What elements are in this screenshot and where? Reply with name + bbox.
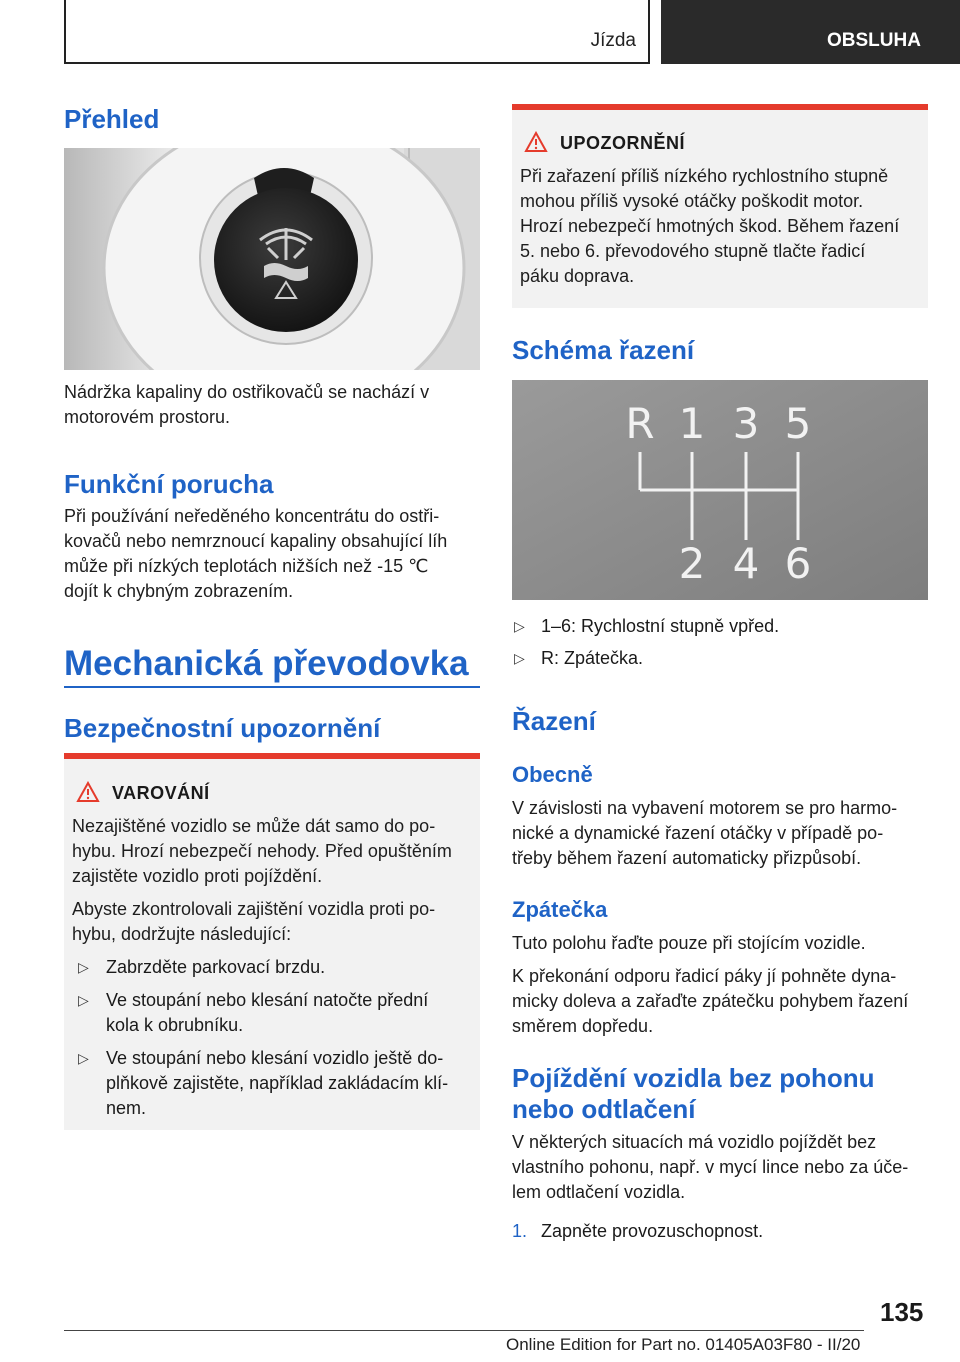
reverse-text1-line-1: Tuto polohu řaďte pouze při stojícím vozidle. (512, 933, 866, 953)
warning-text2-line-1: Abyste zkontrolovali zajištění vozidla proti po- (72, 899, 436, 919)
caution-text-line-4: 5. nebo 6. převodového stupně tlačte řadicí (520, 241, 866, 261)
shift-pattern-diagram (512, 380, 928, 600)
gearbox-heading-rule (64, 686, 480, 688)
triangle-bullet-icon: ▷ (78, 992, 89, 1008)
warning-box (64, 753, 480, 1130)
general-text-line-2: nické a dynamické řazení otáčky v případě po- (512, 823, 884, 843)
step-number: 1. (512, 1221, 528, 1241)
footer-rule (64, 1330, 864, 1331)
edition-note: Online Edition for Part no. 01405A03F80 - II/20 (506, 1335, 861, 1354)
malfunction-text-line-3: může při nízkých teplotách nižších než -15 ℃ (64, 556, 429, 576)
shift-pattern-image (512, 380, 928, 600)
list-item-text: nem. (106, 1098, 147, 1118)
overview-heading: Přehled (64, 104, 160, 134)
warning-icon (76, 781, 100, 803)
header-chapter-tab (661, 0, 960, 64)
safety-heading: Bezpečnostní upozornění (64, 713, 381, 743)
general-text-line-3: třeby během řazení automaticky přizpůsobí. (512, 848, 862, 868)
towing-text-line-1: V některých situacích má vozidlo pojíždět bez (512, 1132, 877, 1152)
warning-text2-line-2: hybu, dodržujte následující: (72, 924, 292, 944)
reverse-text2-line-1: K překonání odporu řadicí páky jí pohněte dyna- (512, 966, 897, 986)
step-text: Zapněte provozuschopnost. (541, 1221, 764, 1241)
list-item (78, 1046, 474, 1121)
caution-icon (524, 131, 548, 153)
shifting-heading: Řazení (512, 706, 596, 736)
list-item (512, 1219, 928, 1244)
caution-text-line-5: páku doprava. (520, 266, 635, 286)
warning-text1-line-3: zajistěte vozidlo proti pojíždění. (72, 866, 323, 886)
caution-text-line-3: Hrozí nebezpečí hmotných škod. Během řazení (520, 216, 900, 236)
list-item-text: kola k obrubníku. (106, 1015, 244, 1035)
list-item (78, 988, 474, 1038)
list-item-text: Ve stoupání nebo klesání natočte přední (106, 990, 429, 1010)
reverse-heading: Zpátečka (512, 897, 608, 922)
list-item (512, 614, 928, 639)
gear-label-6: 6 (784, 539, 812, 588)
towing-text-line-2: vlastního pohonu, např. v mycí lince nebo za úče- (512, 1157, 909, 1177)
malfunction-text-line-1: Při používání neředěného koncentrátu do ostři- (64, 506, 440, 526)
towing-heading-line-1: Pojíždění vozidla bez pohonu (512, 1063, 875, 1093)
warning-text1-line-1: Nezajištěné vozidlo se může dát samo do po- (72, 816, 436, 836)
warning-box-bar (64, 753, 480, 759)
gear-label-3: 3 (732, 399, 760, 448)
malfunction-heading: Funkční porucha (64, 469, 274, 499)
header-section-box (64, 0, 650, 64)
triangle-bullet-icon: ▷ (78, 1050, 89, 1066)
overview-caption-line-1: Nádržka kapaliny do ostřikovačů se nachází v (64, 382, 430, 402)
general-text-line-1: V závislosti na vybavení motorem se pro harmo- (512, 798, 898, 818)
malfunction-text-line-4: dojít k chybným zobrazením. (64, 581, 294, 601)
gear-label-5: 5 (784, 399, 812, 448)
list-item-text: Zabrzděte parkovací brzdu. (106, 957, 326, 977)
reverse-text2-line-3: směrem dopředu. (512, 1016, 654, 1036)
scheme-heading: Schéma řazení (512, 335, 695, 365)
triangle-bullet-icon: ▷ (514, 618, 525, 634)
malfunction-text-line-2: kovačů nebo nemrznoucí kapaliny obsahující líh (64, 531, 448, 551)
reverse-text2-line-2: micky doleva a zařaďte zpátečku pohybem řazení (512, 991, 909, 1011)
gear-label-R: R (625, 399, 655, 448)
warning-text1-line-2: hybu. Hrozí nebezpečí nehody. Před opuštěním (72, 841, 452, 861)
page-number: 135 (880, 1297, 924, 1327)
towing-text-line-3: lem odtlačení vozidla. (512, 1182, 686, 1202)
caution-box (512, 104, 928, 308)
overview-caption-line-2: motorovém prostoru. (64, 407, 231, 427)
caution-label: UPOZORNĚNÍ (560, 133, 686, 153)
triangle-bullet-icon: ▷ (514, 650, 525, 666)
gearbox-heading: Mechanická převodovka (64, 644, 469, 683)
washer-reservoir-image (64, 148, 480, 370)
list-item (512, 646, 928, 671)
header-chapter-title: OBSLUHA (827, 30, 921, 51)
washer-cap-illustration (64, 148, 480, 370)
caution-text-line-1: Při zařazení příliš nízkého rychlostního stupně (520, 166, 889, 186)
legend-reverse-gear: R: Zpátečka. (541, 648, 644, 668)
general-heading: Obecně (512, 762, 593, 787)
gear-label-2: 2 (678, 539, 706, 588)
towing-heading-line-2: nebo odtlačení (512, 1094, 696, 1124)
header-section-title: Jízda (590, 30, 636, 51)
legend-forward-gears: 1–6: Rychlostní stupně vpřed. (541, 616, 780, 636)
triangle-bullet-icon: ▷ (78, 959, 89, 975)
list-item-text: Ve stoupání nebo klesání vozidlo ještě do- (106, 1048, 444, 1068)
caution-box-bar (512, 104, 928, 110)
list-item (78, 955, 474, 980)
warning-label: VAROVÁNÍ (112, 783, 210, 803)
gear-label-1: 1 (678, 399, 706, 448)
caution-text-line-2: mohou příliš vysoké otáčky poškodit motor. (520, 191, 864, 211)
list-item-text: plňkově zajistěte, například zakládacím klí- (106, 1073, 449, 1093)
gear-label-4: 4 (732, 539, 760, 588)
